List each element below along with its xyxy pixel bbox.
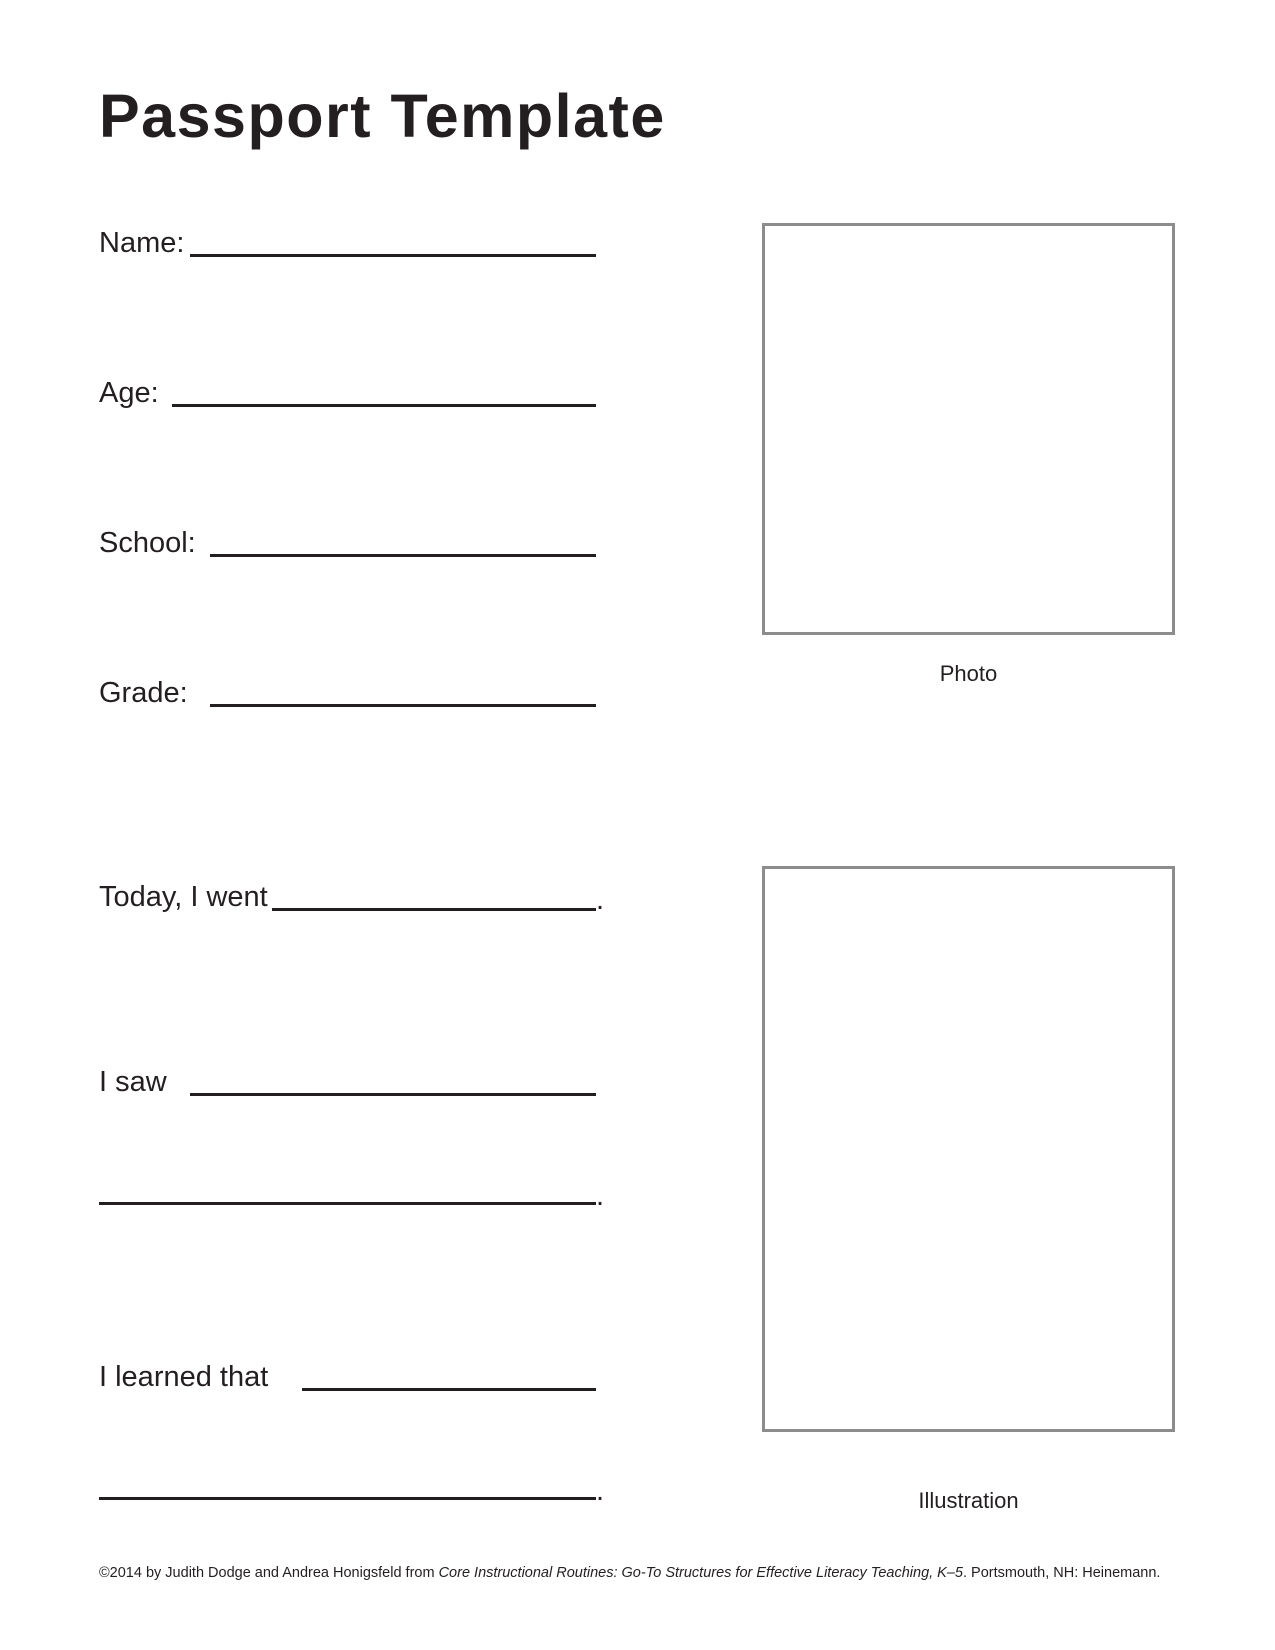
saw-period: . — [596, 1180, 605, 1212]
learned-field-line-2[interactable] — [99, 1497, 596, 1500]
footer-prefix: ©2014 by Judith Dodge and Andrea Honigsfeld from — [99, 1565, 439, 1581]
today-period: . — [596, 884, 605, 916]
illustration-box[interactable] — [762, 866, 1175, 1432]
grade-field-line[interactable] — [210, 704, 596, 707]
name-label: Name: — [99, 227, 185, 259]
school-label: School: — [99, 527, 196, 559]
photo-caption: Photo — [939, 661, 998, 686]
age-label: Age: — [99, 377, 159, 409]
photo-box[interactable] — [762, 223, 1175, 635]
illustration-caption: Illustration — [918, 1488, 1019, 1513]
learned-label: I learned that — [99, 1361, 269, 1393]
school-field-line[interactable] — [210, 554, 596, 557]
saw-field-line[interactable] — [190, 1093, 596, 1096]
age-field-line[interactable] — [172, 404, 596, 407]
learned-period: . — [596, 1475, 605, 1507]
name-field-line[interactable] — [190, 254, 596, 257]
grade-label: Grade: — [99, 677, 188, 709]
saw-label: I saw — [99, 1066, 167, 1098]
today-label: Today, I went — [99, 881, 268, 913]
learned-field-line[interactable] — [302, 1388, 596, 1391]
footer-suffix: . Portsmouth, NH: Heinemann. — [963, 1565, 1161, 1581]
copyright-footer — [99, 1566, 1160, 1581]
today-field-line[interactable] — [272, 908, 596, 911]
page-title: Passport Template — [99, 82, 666, 150]
saw-field-line-2[interactable] — [99, 1202, 596, 1205]
footer-book-title: Core Instructional Routines: Go-To Structures for Effective Literacy Teaching, K–5 — [438, 1565, 963, 1581]
